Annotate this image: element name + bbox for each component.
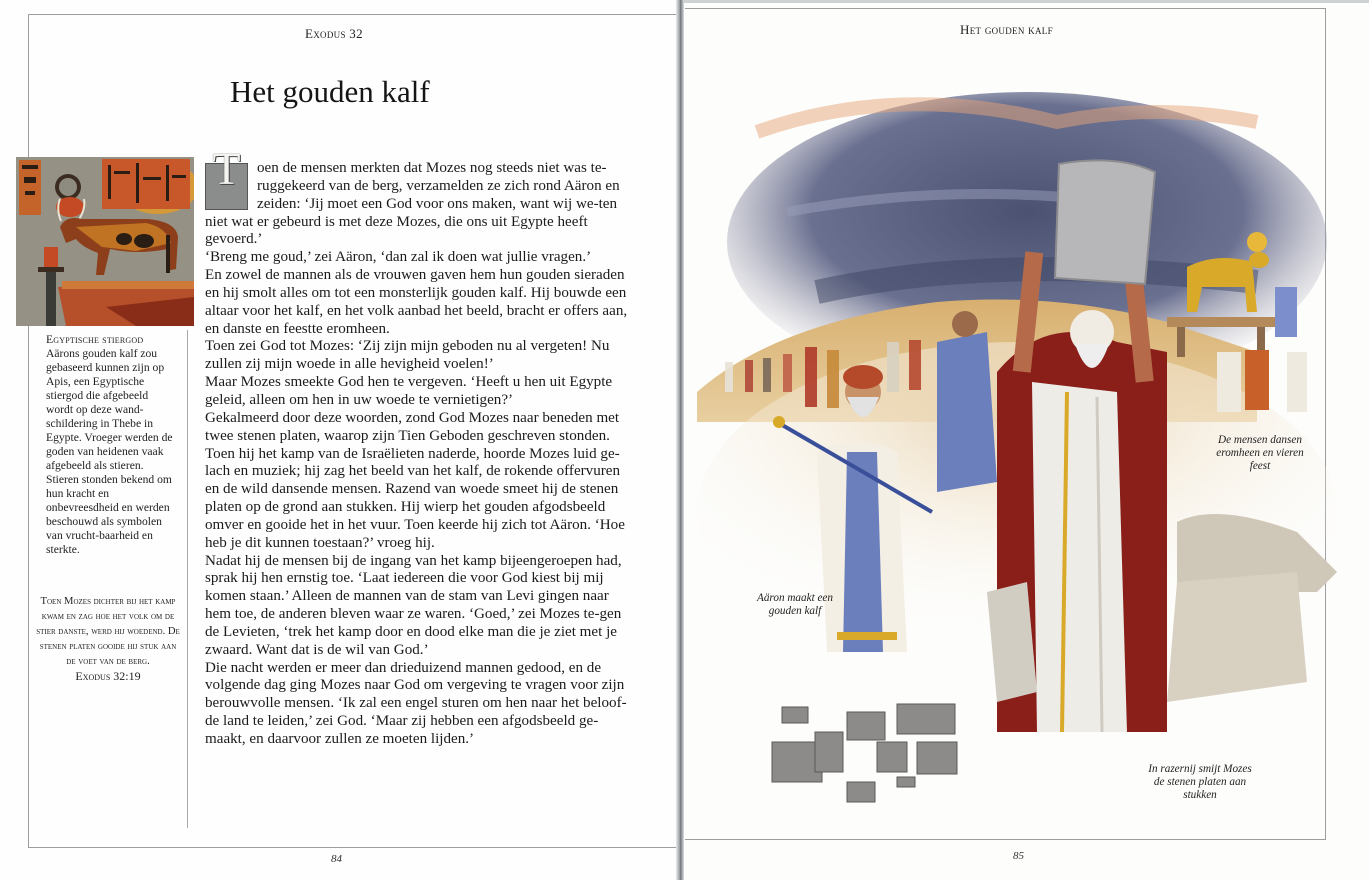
page-number-left: 84 — [331, 853, 342, 865]
page-title: Het gouden kalf — [230, 74, 430, 109]
scripture-reference: Exodus 32:19 — [75, 669, 141, 684]
sidebar-divider — [187, 330, 188, 828]
paragraph: Toen zei God tot Mozes: ‘Zij zijn mijn geboden nu al vergeten! Nu zullen zij mijn woede in alle hevigheid voelen!’ — [205, 338, 610, 373]
running-head-right: Het gouden kalf — [960, 22, 1053, 37]
paragraph: T oen de mensen merkten dat Mozes nog steeds niet was te-ruggekeerd van de berg, verzamelden ze zich rond Aäron en zeiden: ‘Jij moet een God voor ons maken, want wij we-ten niet wat er gebeurd is met deze Mozes, die ons uit Egypte heeft gevoerd.’ — [205, 143, 620, 248]
caption-moses-smash: In razernij smijt Mozes de stenen platen aan stukken — [1148, 763, 1252, 802]
paragraph: Nadat hij de mensen bij de ingang van het kamp bijeengeroepen had, sprak hij hen ernstig toe. ‘Laat iedereen die voor God kiest bij mij komen staan.’ Alleen de mannen van de stam van Levi gingen naar hem toe, de anderen bleven waar ze waren. ‘Goed,’ zei Mozes te-gen de Levieten, ‘trek het kamp door en dood elke man die je ziet met je zwaard. Want dat is de wil van God.’ — [205, 552, 622, 658]
scripture-quote-text: Toen Mozes dichter bij het kamp kwam en zag hoe het volk om de stier danste, werd hij woedend. De stenen platen gooide hij stuk aan de voet van de berg. — [36, 596, 180, 668]
paragraph: En zowel de mannen als de vrouwen gaven hem hun gouden sieraden en hij smolt alles om tot een monsterlijk gouden kalf. Hij bouwde een altaar voor het kalf, en het volk aanbad het beeld, bracht er offers aan, en danste en feestte eromheen. — [205, 267, 628, 337]
paragraph: Maar Mozes smeekte God hen te vergeven. ‘Heeft u hen uit Egypte geleid, alleen om hen in uw woede te vernietigen?’ — [205, 374, 613, 408]
paragraph: Die nacht werden er meer dan drieduizend mannen gedood, en de volgende dag ging Mozes naar God om vergeving te vragen voor zijn berouwvolle mensen. ‘Ik zal een engel sturen om hen naar het beloof-de land te leiden,’ zei God. ‘Maar zij hebben een afgodsbeeld ge-maakt, en daarvoor zullen ze moeten lijden.’ — [205, 659, 627, 747]
dropcap-initial: T — [205, 163, 248, 210]
sidebar-caption-title: Egyptische stiergod — [46, 333, 144, 346]
sidebar-caption-body: Aärons gouden kalf zou gebaseerd kunnen zijn op Apis, een Egyptische stiergod die afgebeeld wordt op deze wand-schildering in Thebe in Egypte. Vroeger werden de goden van heidenen vaak afgebeeld als stieren. Stieren stonden bekend om hun kracht en onbevreesdheid en werden beschouwd als symbolen van vrucht-baarheid en sterkte. — [46, 347, 173, 556]
caption-people-dance: De mensen dansen eromheen en vieren feest — [1216, 434, 1304, 473]
story-body — [205, 143, 635, 749]
scripture-quote — [36, 594, 180, 685]
tablet-fragment — [782, 707, 808, 723]
page-number-right: 85 — [1013, 850, 1024, 862]
sidebar-caption — [46, 333, 178, 557]
running-head-left: Exodus 32 — [305, 26, 363, 41]
caption-aaron-calf: Aäron maakt een gouden kalf — [756, 592, 833, 618]
paragraph: Gekalmeerd door deze woorden, zond God Mozes naar beneden met twee stenen platen, waarop zijn Tien Geboden geschreven stonden. Toen hij het kamp van de Israëlieten naderde, hoorde Mozes luid ge-lach en muziek; hij zag het beeld van het kalf, de rokende offervuren en de wild dansende mensen. Razend van woede smeet hij de stenen platen op de grond aan stukken. Hij wierp het gouden afgodsbeeld omver en gooide het in het vuur. Toen keerde hij zich tot Aäron. ‘Hoe heb je dit kunnen toestaan?’ vroeg hij. — [205, 409, 625, 551]
book-gutter — [676, 0, 684, 880]
apis-wall-painting-image — [16, 157, 194, 326]
paragraph: ‘Breng me goud,’ zei Aäron, ‘dan zal ik doen wat jullie vragen.’ — [205, 249, 592, 266]
apis-bull-illustration — [16, 157, 194, 326]
